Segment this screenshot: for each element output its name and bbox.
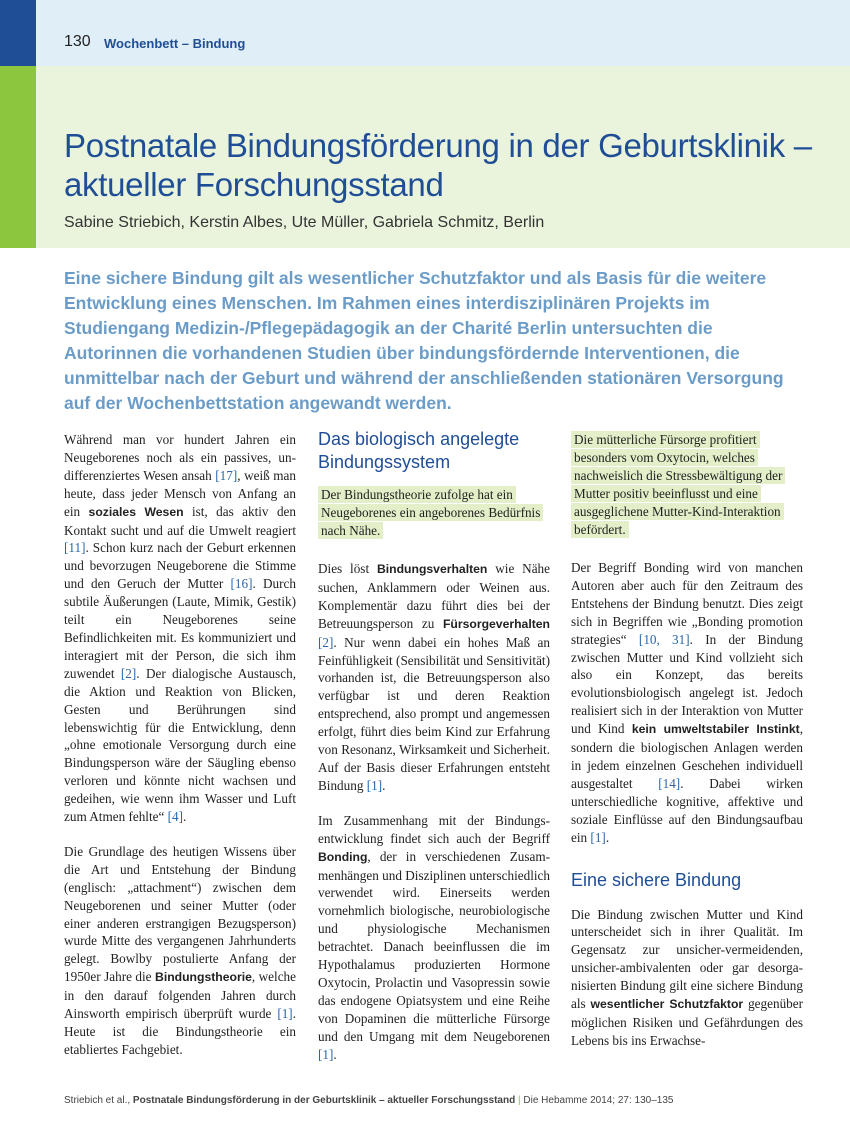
- article-title: Postnatale Bindungsförderung in der Geburtsklinik – aktueller Forschungsstand: [64, 127, 812, 203]
- bold-term: Bindungstheorie: [155, 970, 252, 985]
- article-lead: Eine sichere Bindung gilt als wesentlicher Schutzfaktor und als Basis für die weitere Entwicklung eines Menschen. Im Rahmen eines interdisziplinären Projekts im Studiengang Medizin-/Pflegepädagogik an der Charité Berlin untersuchten die Autorinnen die vorhandenen Studien über bindungsfördernde Interventionen, die unmittelbar nach der Geburt und während der anschließenden stationären Versorgung auf der Wochenbettstation angewandt werden.: [64, 268, 784, 413]
- column-2: [318, 428, 550, 1080]
- bold-term: Fürsorgeverhalten: [442, 616, 550, 631]
- text-run: . Schon kurz nach der Geburt erkennen und bevorzugen Neugeborene die Stimme und den Geruch der Mutter: [64, 540, 296, 592]
- bold-term: wesentlicher Schutzfaktor: [590, 997, 744, 1012]
- text-run: gegenüber möglichen Risiken und Gefährdungen des Lebens bis ins Erwachse-: [571, 996, 804, 1048]
- text-run: wie Nähe suchen, Anklammern oder Weinen aus. Komplementär dazu führt dies bei der Betreuungsperson zu: [318, 561, 550, 631]
- citation-link[interactable]: [10, 31]: [638, 631, 690, 647]
- text-run: . Durch subtile Äußerungen (Laute, Mimik, Gestik) teilt ein Neugeborenes seine Befindlichkeiten mit. Es kommuniziert und interagiert mit der Person, die sich ihm zuwendet: [64, 576, 296, 681]
- footer-journal: Die Hebamme 2014; 27: 130–135: [523, 1095, 674, 1106]
- text-run: Dies löst: [318, 561, 377, 576]
- text-run: , welche in den darauf folgenden Jahren durch Ainsworth empirisch überprüft wurde: [64, 969, 296, 1022]
- paragraph: [571, 906, 803, 1050]
- text-run: ist, das aktiv den Kontakt sucht und auf die Umwelt reagiert: [64, 503, 296, 538]
- citation-link[interactable]: [1]: [277, 1006, 293, 1022]
- text-run: Der Begriff Bonding wird von manchen Autoren aber auch für den Zeitraum des Entstehens der Bindung benutzt. Dies zeigt sich in Begriffen wie „Bonding promotion strategies“: [571, 560, 803, 647]
- bold-term: Bonding: [318, 849, 368, 864]
- citation-link[interactable]: [16]: [230, 576, 253, 592]
- citation-link[interactable]: [1]: [366, 777, 383, 793]
- highlight-box: [571, 431, 803, 539]
- paragraph: [64, 843, 296, 1059]
- highlight-box: [318, 486, 550, 540]
- text-run: , sondern die biologischen Anlagen werden in jedem einzelnen Geschehen individuell ausgestaltet: [571, 721, 803, 791]
- title-accent: [0, 66, 36, 248]
- paragraph: [318, 560, 550, 795]
- bold-term: Bindungsverhalten: [376, 562, 488, 576]
- text-run: .: [605, 829, 610, 845]
- paragraph: [571, 559, 803, 847]
- bold-term: kein umweltstabiler Instinkt: [631, 722, 800, 737]
- paragraph: [64, 431, 296, 826]
- text-run: , weiß man heute, dass jeder Mensch von Anfang an ein: [64, 467, 296, 519]
- footer-title: Postnatale Bindungsförderung in der Geburtsklinik – aktueller Forschungsstand: [132, 1095, 516, 1106]
- citation-link[interactable]: [4]: [167, 809, 184, 825]
- highlighted-text: Die mütterliche Fürsorge profitiert besonders vom Oxytocin, welches nachweislich die Stressbewältigung der Mutter positiv beeinflusst und eine ausgeglichene Mutter-Kind-Interaktion befördert.: [571, 431, 785, 538]
- page-number: 130: [64, 33, 91, 50]
- footer-separator: |: [515, 1095, 524, 1106]
- text-run: Die Grundlage des heutigen Wissens über die Art und Entstehung der Bindung (englisch: „attachment“) zwischen dem Neugeborenen und seiner Mutter (oder einer anderen erstrangigen Bezugsperson) wurde Mitte des vergangenen Jahrhunderts gelegt. Bowlby postulierte Anfang der 1950er Jahre die: [64, 843, 296, 985]
- paragraph: [318, 812, 550, 1064]
- text-run: .: [183, 809, 187, 825]
- text-run: Während man vor hundert Jahren ein Neugeborenes noch als ein passives, undifferenziertes Wesen ansah: [64, 432, 296, 483]
- citation-link[interactable]: [17]: [215, 467, 238, 483]
- section-label: Wochenbett – Bindung: [104, 36, 246, 51]
- text-run: . Dabei wirken unterschiedliche kognitive, affektive und soziale Einflüsse auf den Bindungsaufbau ein: [571, 775, 803, 845]
- column-1: [64, 431, 296, 1076]
- text-run: . In der Bindung zwischen Mutter und Kind vollzieht sich also ein Konzept, das bereits evolutionsbiologisch angelegt ist. Jedoch realisiert sich in der Interaktion von Mutter und Kind: [571, 631, 803, 737]
- text-run: . Der dialogische Austausch, die Aktion und Reaktion von Blicken, Gesten und Berührungen sind lebenswichtig für die Entwicklung, denn „ohne emotionale Versorgung durch eine Bindungsperson wäre der Säugling ebenso verloren und könnte nicht wachsen und gedeihen, wie wenn ihm Wasser und Luft zum Atmen fehlte“: [64, 665, 296, 825]
- text-run: . Nur wenn dabei ein hohes Maß an Feinfühligkeit (Sensibilität und Sensitivität) vorhanden ist, die Betreuungsperson also verfügbar ist und deren Reaktion entsprechend, also prompt und angemessen erfolgt, führt dies beim Kind zur Erfahrung von Resonanz, Wirksamkeit und Sicherheit. Auf der Basis dieser Erfahrungen entsteht Bindung: [318, 634, 550, 793]
- citation-link[interactable]: [14]: [658, 775, 681, 791]
- highlighted-text: Der Bindungstheorie zufolge hat ein Neugeborenes ein angeborenes Bedürfnis nach Nähe.: [318, 486, 543, 539]
- header-accent: [0, 0, 36, 66]
- text-run: .: [382, 777, 386, 793]
- page-footer: [64, 1095, 673, 1106]
- text-run: Im Zusammenhang mit der Bindungsentwicklung findet sich auch der Begriff: [318, 812, 550, 846]
- article-authors: Sabine Striebich, Kerstin Albes, Ute Müller, Gabriela Schmitz, Berlin: [64, 214, 545, 231]
- citation-link[interactable]: [1]: [318, 1046, 334, 1062]
- header-bar: [0, 0, 850, 66]
- section-heading: Eine sichere Bindung: [571, 869, 742, 890]
- text-run: .: [333, 1046, 337, 1062]
- text-run: , der in verschiedenen Zusammenhängen und Disziplinen unterschiedlich verwendet wird. Einerseits werden vornehmlich biologische, neurobiologische und physiologische Mechanismen betrachtet. Danach beeinflussen die im Hypothalamus produzierten Hormone Oxytocin, Prolactin und Vasopressin sowie das endogene Opiatsystem und eine Reihe von Dopaminen die mütterliche Fürsorge und den Umgang mit dem Neugeborenen: [318, 848, 550, 1044]
- footer-authors: Striebich et al.,: [64, 1095, 133, 1106]
- citation-link[interactable]: [2]: [120, 665, 137, 681]
- citation-link[interactable]: [2]: [318, 634, 334, 650]
- section-heading: Das biologisch angelegte Bindungssystem: [318, 429, 520, 472]
- citation-link[interactable]: [1]: [590, 829, 606, 845]
- column-3: [571, 431, 803, 1067]
- citation-link[interactable]: [11]: [64, 540, 86, 556]
- text-run: . Heute ist die Bindungstheorie ein etabliertes Fachgebiet.: [64, 1006, 296, 1057]
- bold-term: soziales Wesen: [88, 504, 184, 519]
- text-run: Die Bindung zwischen Mutter und Kind unterscheidet sich in ihrer Qualität. Im Gegensatz zur unsicher-vermeidenden, unsicher-ambivalenten oder gar desorganisierten Bindung gilt eine sichere Bindung als: [571, 906, 803, 1012]
